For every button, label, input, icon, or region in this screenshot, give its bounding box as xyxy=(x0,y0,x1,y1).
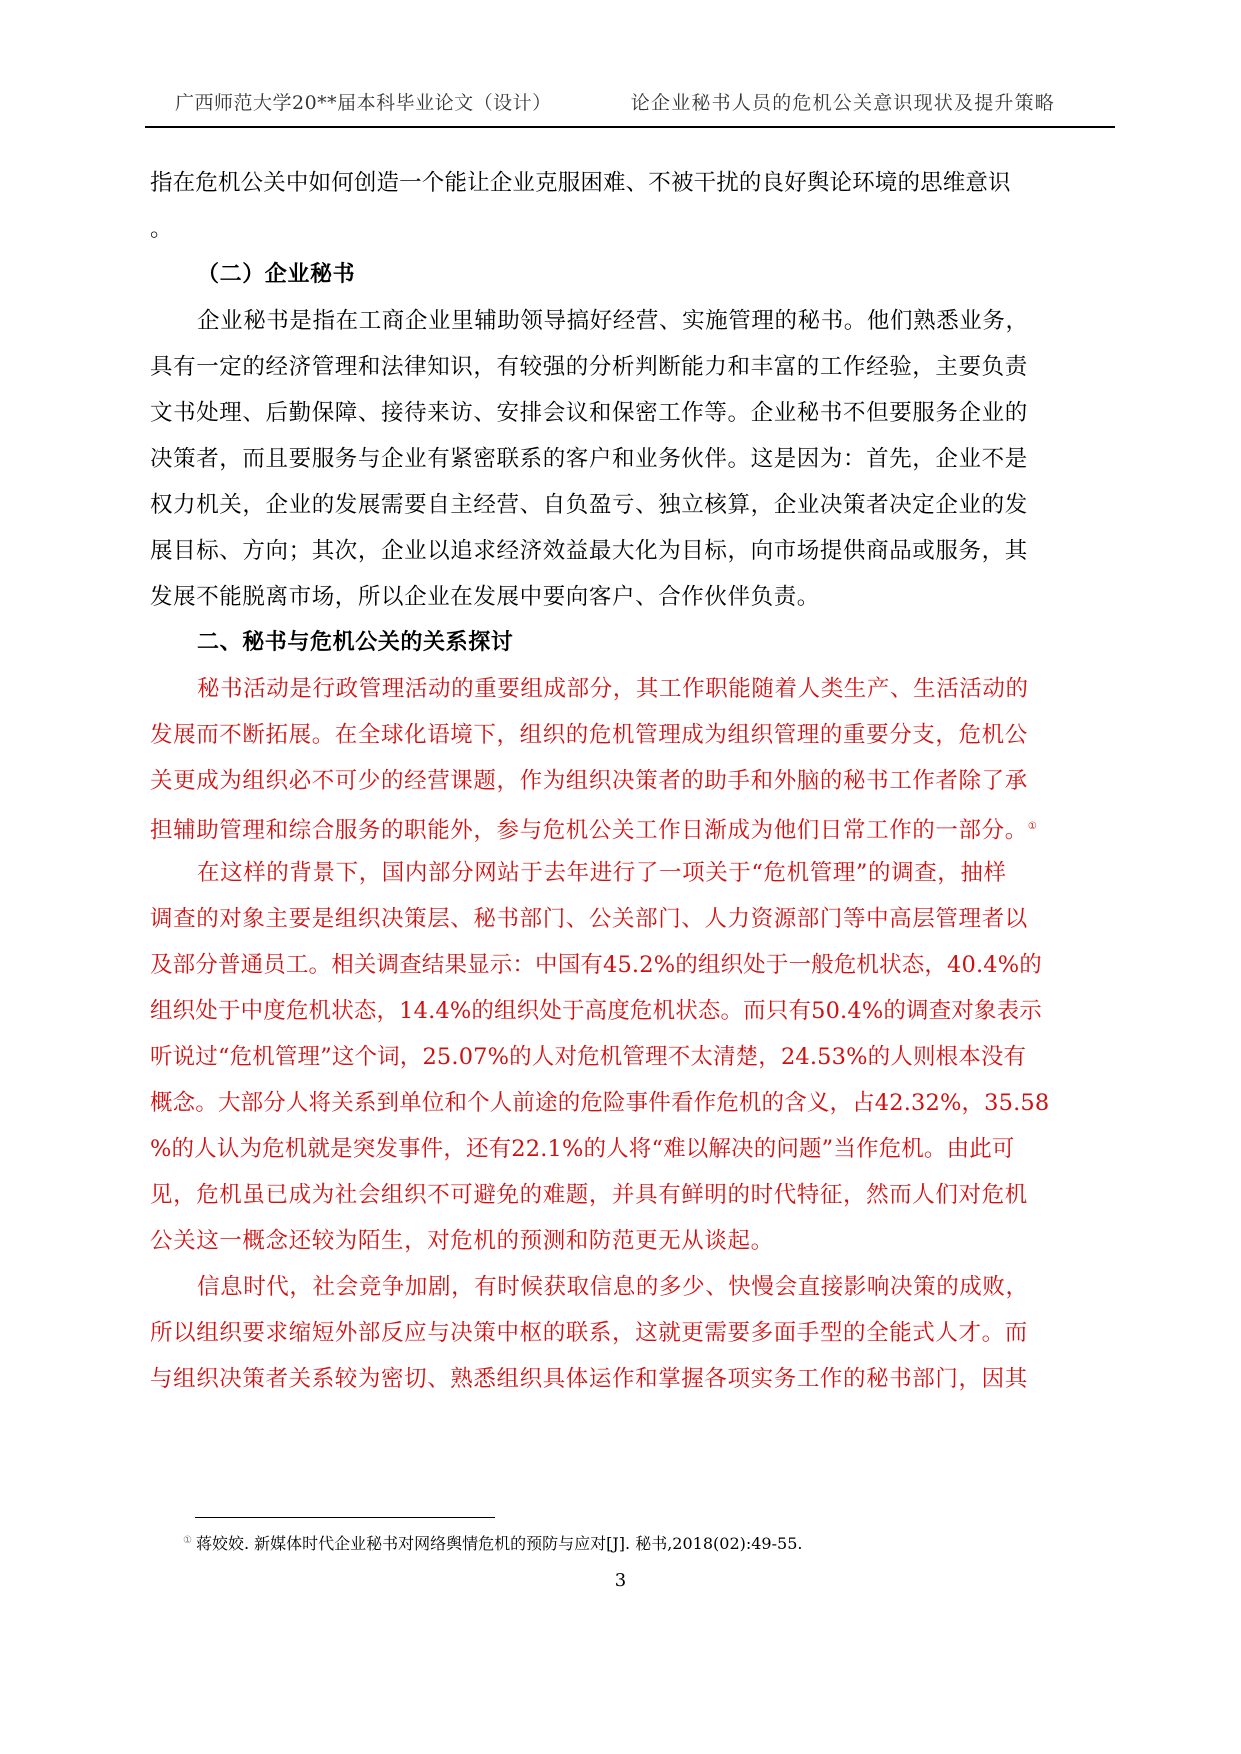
paragraph-enterprise-secretary xyxy=(150,298,1095,620)
text-span: 担辅助管理和综合服务的职能外，参与危机公关工作日渐成为他们日常工作的一部分。 xyxy=(150,817,1028,844)
page-number: 3 xyxy=(614,1570,627,1591)
text-line: 及部分普通员工。相关调查结果显示：中国有45.2%的组织处于一般危机状态，40.4%的 xyxy=(150,952,1042,978)
paragraph-survey xyxy=(150,850,1095,1264)
text-line: 权力机关，企业的发展需要自主经营、自负盈亏、独立核算，企业决策者决定企业的发 xyxy=(150,492,1028,518)
text-line: 信息时代，社会竞争加剧，有时候获取信息的多少、快慢会直接影响决策的成败， xyxy=(197,1274,1029,1300)
text-line: 决策者，而且要服务与企业有紧密联系的客户和业务伙伴。这是因为：首先，企业不是 xyxy=(150,446,1028,472)
paragraph-information-age xyxy=(150,1264,1095,1402)
section-heading: 二、秘书与危机公关的关系探讨 xyxy=(197,630,514,655)
section-heading: （二）企业秘书 xyxy=(197,262,356,287)
text-line: 在这样的背景下，国内部分网站于去年进行了一项关于“危机管理”的调查，抽样 xyxy=(197,860,1007,886)
text-line: 展目标、方向；其次，企业以追求经济效益最大化为目标，向市场提供商品或服务，其 xyxy=(150,538,1028,564)
text-line: 企业秘书是指在工商企业里辅助领导搞好经营、实施管理的秘书。他们熟悉业务， xyxy=(197,308,1029,334)
footnote-mark: ① xyxy=(183,1534,192,1546)
text-line: 秘书活动是行政管理活动的重要组成部分，其工作职能随着人类生产、生活活动的 xyxy=(197,676,1029,702)
text-line: 调查的对象主要是组织决策层、秘书部门、公关部门、人力资源部门等中高层管理者以 xyxy=(150,906,1028,932)
paragraph-relationship xyxy=(150,666,1095,850)
text-line: 发展而不断拓展。在全球化语境下，组织的危机管理成为组织管理的重要分支，危机公 xyxy=(150,722,1028,748)
header-divider xyxy=(145,126,1115,128)
footnote-divider xyxy=(195,1517,495,1518)
text-line: 发展不能脱离市场，所以企业在发展中要向客户、合作伙伴负责。 xyxy=(150,584,820,610)
footnote-reference[interactable]: ① xyxy=(1027,821,1038,832)
running-header xyxy=(175,82,1055,118)
text-line: 所以组织要求缩短外部反应与决策中枢的联系，这就更需要多面手型的全能式人才。而 xyxy=(150,1320,1028,1346)
text-line: 概念。大部分人将关系到单位和个人前途的危险事件看作危机的含义，占42.32%，35.58 xyxy=(150,1090,1050,1116)
text-line: 见，危机虽已成为社会组织不可避免的难题，并具有鲜明的时代特征，然而人们对危机 xyxy=(150,1182,1028,1208)
text-line xyxy=(150,804,1095,850)
text-line: 公关这一概念还较为陌生，对危机的预测和防范更无从谈起。 xyxy=(150,1228,774,1254)
text-line: 与组织决策者关系较为密切、熟悉组织具体运作和掌握各项实务工作的秘书部门，因其 xyxy=(150,1366,1028,1392)
text-line: 。 xyxy=(150,216,174,242)
text-line: 组织处于中度危机状态，14.4%的组织处于高度危机状态。而只有50.4%的调查对象表示 xyxy=(150,998,1042,1024)
header-university-title: 广西师范大学20**届本科毕业论文（设计） xyxy=(175,92,552,114)
footnote-text: 蒋姣姣. 新媒体时代企业秘书对网络舆情危机的预防与应对[J]. 秘书,2018(02):49-55. xyxy=(195,1534,803,1553)
footnote xyxy=(183,1531,802,1554)
text-line: 关更成为组织必不可少的经营课题，作为组织决策者的助手和外脑的秘书工作者除了承 xyxy=(150,768,1028,794)
text-line: 具有一定的经济管理和法律知识，有较强的分析判断能力和丰富的工作经验，主要负责 xyxy=(150,354,1028,380)
body-text xyxy=(150,160,1095,1402)
text-line: 指在危机公关中如何创造一个能让企业克服困难、不被干扰的良好舆论环境的思维意识 xyxy=(150,170,1011,196)
text-line: 文书处理、后勤保障、接待来访、安排会议和保密工作等。企业秘书不但要服务企业的 xyxy=(150,400,1028,426)
text-line: 听说过“危机管理”这个词，25.07%的人对危机管理不太清楚，24.53%的人则根本没有 xyxy=(150,1044,1027,1070)
header-thesis-title: 论企业秘书人员的危机公关意识现状及提升策略 xyxy=(630,92,1055,114)
text-line: %的人认为危机就是突发事件，还有22.1%的人将“难以解决的问题”当作危机。由此可 xyxy=(150,1136,1015,1162)
